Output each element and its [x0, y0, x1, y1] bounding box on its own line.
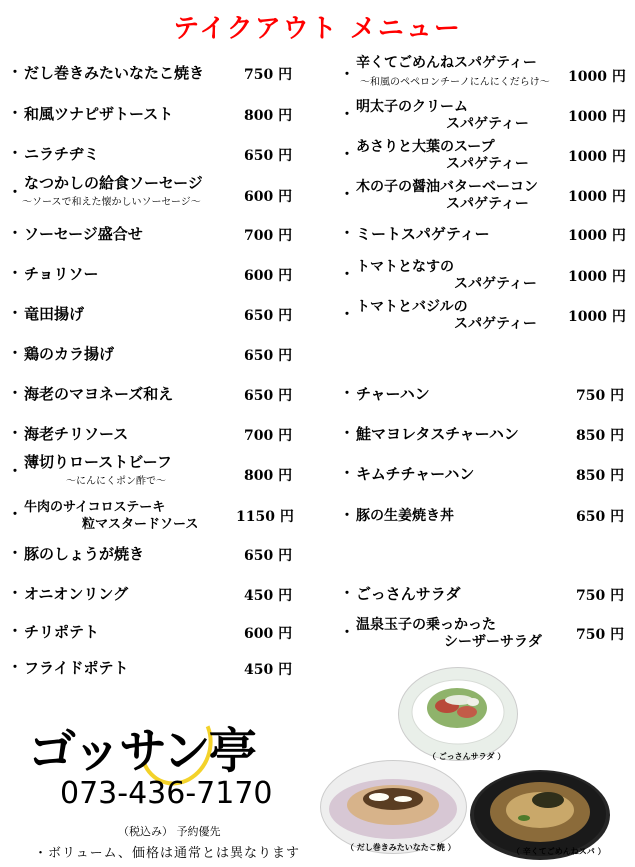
- item-price: 750 円: [576, 388, 625, 404]
- spaghetti-photo-label: （ 辛くてごめんねスパ ）: [512, 847, 606, 856]
- item-price: 1150 円: [236, 509, 294, 525]
- bullet: ・: [340, 508, 354, 524]
- item-price: 750 円: [244, 67, 293, 83]
- item-name: なつかしの給食ソーセージ: [24, 174, 203, 192]
- item-name: 豚の生姜焼き丼: [356, 508, 454, 524]
- item-price: 650 円: [244, 388, 293, 404]
- bullet: ・: [340, 226, 354, 242]
- item-name: 牛肉のサイコロステーキ: [24, 500, 166, 515]
- item-price: 700 円: [244, 428, 293, 444]
- item-name: 辛くてごめんねスパゲティー: [356, 55, 537, 71]
- item-price: 1000 円: [568, 228, 626, 244]
- item-name: 鶏のカラ揚げ: [24, 345, 115, 363]
- item-name: 竜田揚げ: [24, 305, 85, 323]
- bullet: ・: [340, 147, 354, 163]
- item-price: 650 円: [244, 308, 293, 324]
- item-subtitle: ～ソースで和えた懐かしいソーセージ～: [22, 197, 201, 208]
- bullet: ・: [8, 546, 22, 562]
- bullet: ・: [340, 67, 354, 83]
- bullet: ・: [8, 624, 22, 640]
- item-name: 木の子の醤油バターベーコン: [356, 179, 538, 195]
- bullet: ・: [340, 586, 354, 602]
- item-price: 450 円: [244, 662, 293, 678]
- item-name: チョリソー: [24, 265, 99, 283]
- item-name: チャーハン: [356, 385, 430, 403]
- item-name-line2: シーザーサラダ: [444, 634, 542, 650]
- item-name: あさりと大葉のスープ: [356, 139, 495, 155]
- menu-title: テイクアウト メニュー: [173, 14, 462, 44]
- bullet: ・: [8, 226, 22, 242]
- bullet: ・: [8, 464, 22, 480]
- item-price: 600 円: [244, 268, 293, 284]
- item-name: 温泉玉子の乗っかった: [356, 617, 496, 633]
- item-price: 700 円: [244, 228, 293, 244]
- item-name: キムチチャーハン: [356, 465, 475, 483]
- bullet: ・: [8, 660, 22, 676]
- takoyaki-icon: [321, 761, 466, 853]
- item-subtitle: ～にんにくポン酢で～: [66, 476, 166, 487]
- item-name: オニオンリング: [24, 585, 129, 603]
- item-price: 850 円: [576, 468, 625, 484]
- item-name: ニラチヂミ: [24, 145, 100, 163]
- item-price: 1000 円: [568, 149, 626, 165]
- takoyaki-photo: [320, 760, 467, 854]
- item-price: 1000 円: [568, 269, 626, 285]
- item-name-line2: スパゲティー: [446, 156, 529, 172]
- bullet: ・: [8, 306, 22, 322]
- bullet: ・: [8, 586, 22, 602]
- item-price: 750 円: [576, 588, 625, 604]
- shop-logo: ゴッサン亭: [28, 723, 255, 779]
- bullet: ・: [340, 267, 354, 283]
- bullet: ・: [8, 426, 22, 442]
- item-name: 海老チリソース: [24, 425, 129, 443]
- item-price: 1000 円: [568, 189, 626, 205]
- phone-number: 073-436-7170: [60, 776, 273, 811]
- item-price: 650 円: [576, 509, 625, 525]
- item-price: 1000 円: [568, 69, 626, 85]
- bullet: ・: [340, 307, 354, 323]
- item-name: 海老のマヨネーズ和え: [24, 385, 174, 403]
- item-name: 薄切りローストビーフ: [24, 453, 172, 471]
- item-name: 明太子のクリーム: [356, 99, 468, 115]
- bullet: ・: [340, 187, 354, 203]
- bullet: ・: [8, 386, 22, 402]
- item-name-line2: スパゲティー: [454, 316, 537, 332]
- item-price: 1000 円: [568, 109, 626, 125]
- item-price: 650 円: [244, 148, 293, 164]
- salad-photo-label: （ ごっさんサラダ ）: [428, 752, 506, 761]
- bullet: ・: [8, 266, 22, 282]
- item-name: フライドポテト: [24, 659, 129, 677]
- takoyaki-photo-label: （ だし巻きみたいなたこ焼 ）: [346, 843, 456, 852]
- item-name-line2: スパゲティー: [446, 116, 529, 132]
- volume-note: ・ボリューム、価格は通常とは異なります: [34, 846, 301, 861]
- item-name-line2: スパゲティー: [446, 196, 529, 212]
- bullet: ・: [8, 106, 22, 122]
- salad-icon: [399, 668, 517, 760]
- item-name: ごっさんサラダ: [356, 585, 461, 603]
- item-name: 和風ツナピザトースト: [24, 105, 174, 123]
- item-price: 850 円: [576, 428, 625, 444]
- item-price: 450 円: [244, 588, 293, 604]
- item-name: 鮭マヨレタスチャーハン: [356, 425, 519, 443]
- bullet: ・: [340, 625, 354, 641]
- salad-photo: [398, 667, 518, 761]
- item-price: 600 円: [244, 189, 293, 205]
- bullet: ・: [340, 107, 354, 123]
- item-name: チリポテト: [24, 623, 100, 641]
- item-name-line2: スパゲティー: [454, 276, 537, 292]
- item-name: だし巻きみたいなたこ焼き: [24, 64, 205, 82]
- item-price: 600 円: [244, 626, 293, 642]
- item-subtitle: ～和風のペペロンチーノにんにくだらけ～: [360, 77, 550, 88]
- item-name-line2: 粒マスタードソース: [82, 517, 199, 532]
- bullet: ・: [340, 426, 354, 442]
- item-price: 800 円: [244, 468, 293, 484]
- bullet: ・: [340, 386, 354, 402]
- bullet: ・: [8, 346, 22, 362]
- bullet: ・: [8, 65, 22, 81]
- item-price: 800 円: [244, 108, 293, 124]
- item-price: 1000 円: [568, 309, 626, 325]
- bullet: ・: [8, 507, 22, 523]
- item-price: 750 円: [576, 627, 625, 643]
- bullet: ・: [8, 146, 22, 162]
- item-name: トマトとなすの: [356, 259, 454, 275]
- item-name: ミートスパゲティー: [356, 225, 490, 243]
- item-price: 650 円: [244, 348, 293, 364]
- tax-note: （税込み） 予約優先: [118, 825, 221, 838]
- item-price: 650 円: [244, 548, 293, 564]
- item-name: トマトとバジルの: [356, 299, 468, 315]
- bullet: ・: [8, 185, 22, 201]
- bullet: ・: [340, 466, 354, 482]
- item-name: 豚のしょうが焼き: [24, 545, 145, 563]
- item-name: ソーセージ盛合せ: [24, 225, 143, 243]
